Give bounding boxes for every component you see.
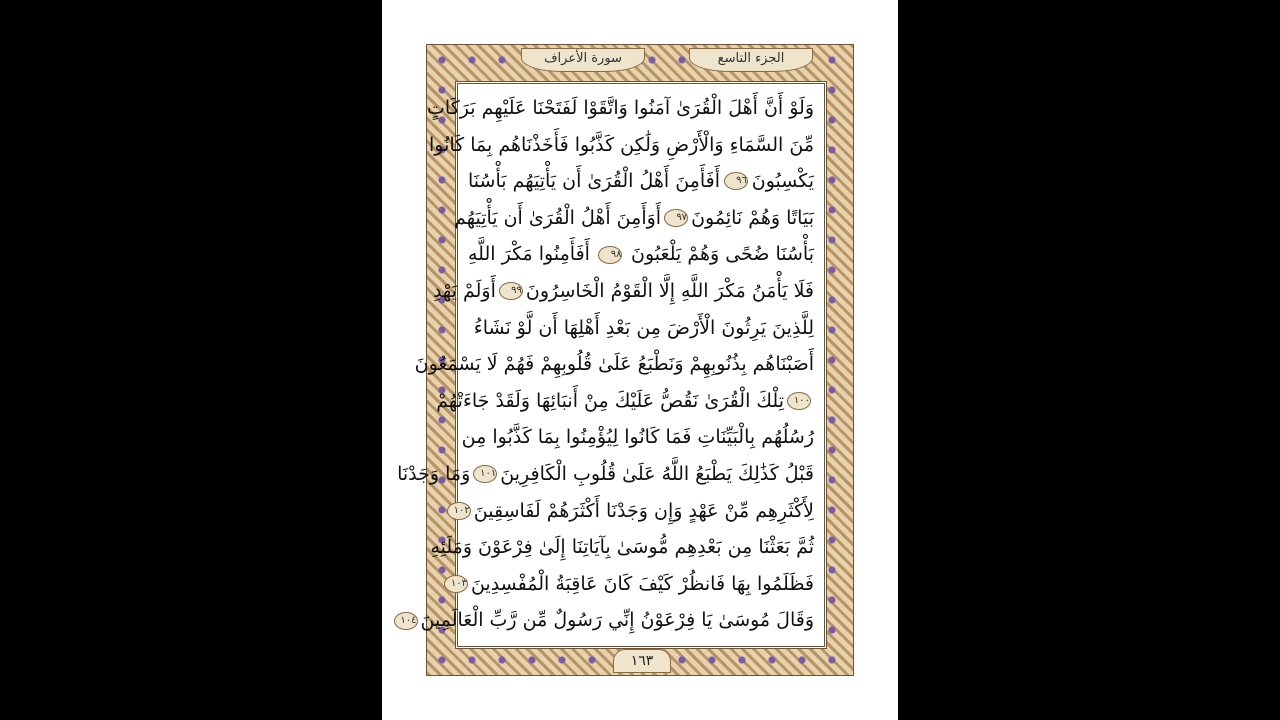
verse-text: مِّنَ السَّمَاءِ وَالْأَرْضِ وَلَٰكِن كَذَّبُوا فَأَخَذْنَاهُم بِمَا كَانُوا	[428, 133, 814, 156]
ornamental-border	[397, 44, 854, 676]
text-line	[450, 566, 814, 603]
ayah-number-marker: ١٠٤	[394, 612, 418, 630]
text-line	[468, 310, 814, 347]
verse-text: فَظَلَمُوا بِهَا فَانظُرْ كَيْفَ كَانَ عَاقِبَةُ الْمُفْسِدِينَ	[470, 572, 814, 595]
verse-text: ثُمَّ بَعَثْنَا مِن بَعْدِهِم مُّوسَىٰ بِآيَاتِنَا إِلَىٰ فِرْعَوْنَ وَمَلَئِهِ	[430, 536, 814, 559]
text-line	[461, 419, 814, 456]
text-line	[427, 90, 814, 127]
text-area	[397, 81, 827, 649]
verse-text: أَوَأَمِنَ أَهْلُ الْقُرَىٰ أَن يَأْتِيَهُم	[454, 206, 662, 229]
text-line	[468, 163, 814, 200]
surah-name-header: سورة الأعراف	[521, 48, 645, 72]
text-line	[430, 529, 814, 566]
text-line	[400, 602, 814, 639]
verse-text: وَقَالَ مُوسَىٰ يَا فِرْعَوْنُ إِنِّي رَسُولٌ مِّن رَّبِّ الْعَالَمِينَ	[420, 609, 814, 632]
verse-text: أَوَلَمْ يَهْدِ	[432, 279, 496, 302]
juz-header: الجزء التاسع	[689, 48, 813, 72]
verse-text: يَكْسِبُونَ	[751, 170, 814, 193]
verse-text: رُسُلُهُم بِالْبَيِّنَاتِ فَمَا كَانُوا لِيُؤْمِنُوا بِمَا كَذَّبُوا مِن	[461, 426, 814, 449]
text-line	[428, 127, 814, 164]
verse-text: وَمَا وَجَدْنَا	[397, 462, 471, 485]
text-line	[453, 493, 814, 530]
text-line	[414, 346, 814, 383]
verse-text: أَصَبْنَاهُم بِذُنُوبِهِمْ وَنَطْبَعُ عَلَىٰ قُلُوبِهِمْ فَهُمْ لَا يَسْمَعُونَ	[414, 353, 814, 376]
ayah-number-marker: ٩٦	[724, 172, 748, 190]
verse-text: قَبْلُ كَذَٰلِكَ يَطْبَعُ اللَّهُ عَلَىٰ قُلُوبِ الْكَافِرِينَ	[500, 462, 814, 485]
text-line	[468, 236, 814, 273]
page-number: ١٦٣	[613, 649, 671, 673]
ayah-number-marker: ٩٧	[664, 209, 688, 227]
text-line	[432, 273, 814, 310]
text-line	[436, 383, 814, 420]
verse-text: أَفَأَمِنُوا مَكْرَ اللَّهِ	[468, 243, 590, 266]
quran-text	[397, 90, 814, 639]
ayah-number-marker: ١٠٣	[444, 575, 468, 593]
verse-text: تِلْكَ الْقُرَىٰ نَقُصُّ عَلَيْكَ مِنْ أَنبَائِهَا وَلَقَدْ جَاءَتْهُمْ	[436, 389, 784, 412]
verse-text: وَلَوْ أَنَّ أَهْلَ الْقُرَىٰ آمَنُوا وَاتَّقَوْا لَفَتَحْنَا عَلَيْهِم بَرَكَاتٍ	[427, 97, 814, 119]
ayah-number-marker: ٩٩	[499, 282, 523, 300]
mushaf-page	[382, 0, 898, 720]
verse-text: فَلَا يَأْمَنُ مَكْرَ اللَّهِ إِلَّا الْقَوْمُ الْخَاسِرُونَ	[525, 279, 814, 302]
ayah-number-marker: ١٠٢	[447, 502, 471, 520]
verse-text: أَفَأَمِنَ أَهْلُ الْقُرَىٰ أَن يَأْتِيَهُم بَأْسُنَا	[468, 170, 720, 193]
verse-text: لِأَكْثَرِهِم مِّنْ عَهْدٍ وَإِن وَجَدْنَا أَكْثَرَهُمْ لَفَاسِقِينَ	[473, 499, 814, 522]
ayah-number-marker: ١٠١	[473, 465, 497, 483]
verse-text: بَأْسُنَا ضُحًى وَهُمْ يَلْعَبُونَ	[631, 243, 814, 266]
text-line	[397, 456, 814, 493]
verse-text: بَيَاتًا وَهُمْ نَائِمُونَ	[691, 206, 814, 229]
ayah-number-marker: ٩٨	[598, 246, 622, 264]
verse-text: لِلَّذِينَ يَرِثُونَ الْأَرْضَ مِن بَعْدِ أَهْلِهَا أَن لَّوْ نَشَاءُ	[473, 316, 814, 339]
ayah-number-marker: ١٠٠	[787, 392, 811, 410]
text-line	[454, 200, 814, 237]
